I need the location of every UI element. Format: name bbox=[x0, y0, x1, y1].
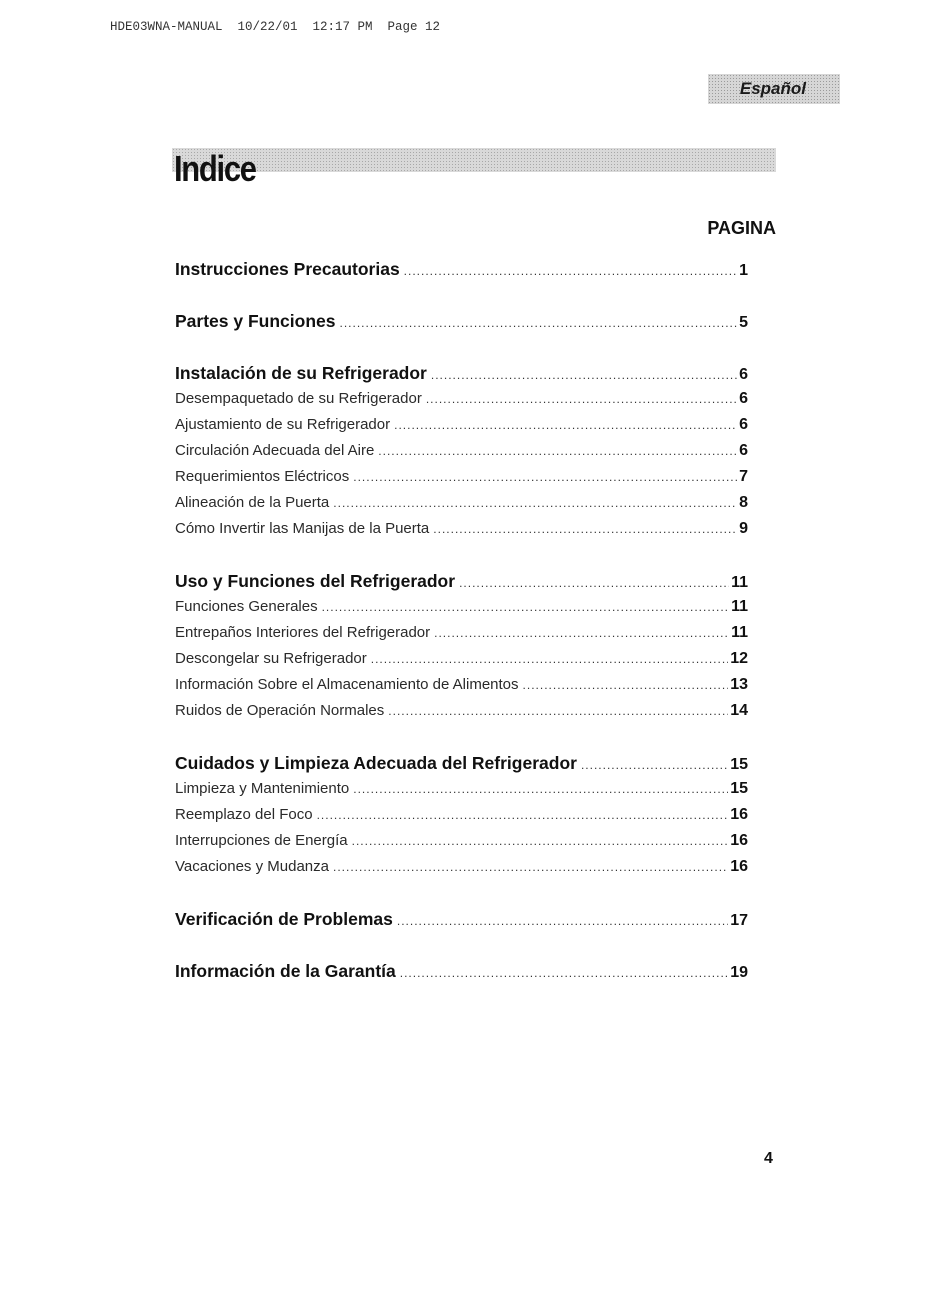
toc-entry-label: Vacaciones y Mudanza bbox=[175, 858, 329, 875]
toc-section-entry bbox=[175, 750, 748, 776]
toc-section-entry bbox=[175, 958, 748, 984]
toc-entry-page: 14 bbox=[730, 702, 748, 719]
toc-section-entry bbox=[175, 360, 748, 386]
dot-leader bbox=[404, 258, 737, 284]
toc-entry-page: 1 bbox=[739, 262, 748, 279]
toc-entry-label: Instrucciones Precautorias bbox=[175, 259, 400, 279]
dot-leader bbox=[339, 310, 737, 336]
dot-leader bbox=[523, 672, 729, 698]
toc-subentry bbox=[175, 594, 748, 620]
toc-entry-page: 19 bbox=[730, 964, 748, 981]
toc-entry-label: Reemplazo del Foco bbox=[175, 806, 313, 823]
toc-entry-label: Información Sobre el Almacenamiento de Alimentos bbox=[175, 676, 519, 693]
toc-entry-label: Entrepaños Interiores del Refrigerador bbox=[175, 624, 431, 641]
toc-entry-page: 8 bbox=[739, 494, 748, 511]
toc-entry-label: Instalación de su Refrigerador bbox=[175, 363, 427, 383]
toc-subentry bbox=[175, 386, 748, 412]
dot-leader bbox=[459, 570, 729, 596]
dot-leader bbox=[317, 802, 729, 828]
toc-subentry bbox=[175, 802, 748, 828]
dot-leader bbox=[353, 464, 737, 490]
toc-subentry bbox=[175, 490, 748, 516]
dot-leader bbox=[426, 386, 737, 412]
toc-entry-page: 7 bbox=[739, 468, 748, 485]
toc-entry-label: Cuidados y Limpieza Adecuada del Refrigerador bbox=[175, 753, 577, 773]
toc-entry-page: 15 bbox=[730, 756, 748, 773]
toc-subentry bbox=[175, 464, 748, 490]
dot-leader bbox=[434, 620, 729, 646]
toc-entry-label: Alineación de la Puerta bbox=[175, 494, 330, 511]
toc-subentry bbox=[175, 516, 748, 542]
toc-entry-page: 17 bbox=[730, 912, 748, 929]
toc-entry-label: Ruidos de Operación Normales bbox=[175, 702, 385, 719]
toc-entry-label: Funciones Generales bbox=[175, 598, 318, 615]
dot-leader bbox=[397, 908, 728, 934]
toc-subentry bbox=[175, 854, 748, 880]
toc-subentry bbox=[175, 698, 748, 724]
dot-leader bbox=[322, 594, 729, 620]
dot-leader bbox=[400, 960, 728, 986]
toc-entry-page: 5 bbox=[739, 314, 748, 331]
dot-leader bbox=[388, 698, 728, 724]
table-of-contents bbox=[175, 256, 748, 984]
toc-entry-label: Verificación de Problemas bbox=[175, 909, 393, 929]
page-column-heading: PAGINA bbox=[707, 218, 776, 238]
toc-spacer bbox=[175, 880, 748, 906]
toc-entry-page: 16 bbox=[730, 858, 748, 875]
toc-entry-page: 11 bbox=[731, 624, 748, 641]
toc-subentry bbox=[175, 412, 748, 438]
toc-entry-page: 6 bbox=[739, 442, 748, 459]
toc-section-entry bbox=[175, 256, 748, 282]
dot-leader bbox=[352, 828, 729, 854]
toc-spacer bbox=[175, 282, 748, 308]
toc-entry-label: Partes y Funciones bbox=[175, 311, 336, 331]
toc-entry-page: 6 bbox=[739, 366, 748, 383]
dot-leader bbox=[431, 362, 737, 388]
toc-entry-label: Uso y Funciones del Refrigerador bbox=[175, 571, 456, 591]
toc-subentry bbox=[175, 828, 748, 854]
toc-subentry bbox=[175, 672, 748, 698]
dot-leader bbox=[378, 438, 737, 464]
toc-section-entry bbox=[175, 906, 748, 932]
language-tab-label: Español bbox=[739, 79, 806, 98]
toc-entry-label: Desempaquetado de su Refrigerador bbox=[175, 390, 422, 407]
toc-subentry bbox=[175, 620, 748, 646]
toc-entry-page: 11 bbox=[731, 574, 748, 591]
dot-leader bbox=[394, 412, 737, 438]
toc-subentry bbox=[175, 646, 748, 672]
toc-section-entry bbox=[175, 568, 748, 594]
toc-spacer bbox=[175, 542, 748, 568]
dot-leader bbox=[371, 646, 728, 672]
toc-entry-label: Información de la Garantía bbox=[175, 961, 396, 981]
toc-spacer bbox=[175, 724, 748, 750]
toc-spacer bbox=[175, 932, 748, 958]
dot-leader bbox=[333, 854, 728, 880]
toc-subentry bbox=[175, 438, 748, 464]
toc-entry-label: Requerimientos Eléctricos bbox=[175, 468, 350, 485]
language-tab bbox=[708, 74, 840, 104]
dot-leader bbox=[333, 490, 737, 516]
dot-leader bbox=[433, 516, 737, 542]
toc-section-entry bbox=[175, 308, 748, 334]
toc-entry-page: 11 bbox=[731, 598, 748, 615]
toc-entry-page: 6 bbox=[739, 390, 748, 407]
toc-entry-page: 13 bbox=[730, 676, 748, 693]
dot-leader bbox=[581, 752, 728, 778]
toc-entry-label: Limpieza y Mantenimiento bbox=[175, 780, 350, 797]
toc-entry-label: Ajustamiento de su Refrigerador bbox=[175, 416, 391, 433]
toc-entry-page: 6 bbox=[739, 416, 748, 433]
toc-spacer bbox=[175, 334, 748, 360]
toc-entry-page: 16 bbox=[730, 806, 748, 823]
toc-entry-label: Interrupciones de Energía bbox=[175, 832, 348, 849]
toc-entry-label: Cómo Invertir las Manijas de la Puerta bbox=[175, 520, 430, 537]
title-band bbox=[172, 148, 776, 172]
toc-subentry bbox=[175, 776, 748, 802]
toc-entry-page: 15 bbox=[730, 780, 748, 797]
toc-entry-page: 9 bbox=[739, 520, 748, 537]
dot-leader bbox=[353, 776, 728, 802]
toc-entry-page: 16 bbox=[730, 832, 748, 849]
toc-entry-label: Circulación Adecuada del Aire bbox=[175, 442, 375, 459]
toc-entry-label: Descongelar su Refrigerador bbox=[175, 650, 367, 667]
page-title: Indice bbox=[174, 148, 256, 189]
page-number: 4 bbox=[764, 1150, 773, 1167]
print-header: HDE03WNA-MANUAL 10/22/01 12:17 PM Page 12 bbox=[110, 20, 441, 34]
toc-entry-page: 12 bbox=[730, 650, 748, 667]
